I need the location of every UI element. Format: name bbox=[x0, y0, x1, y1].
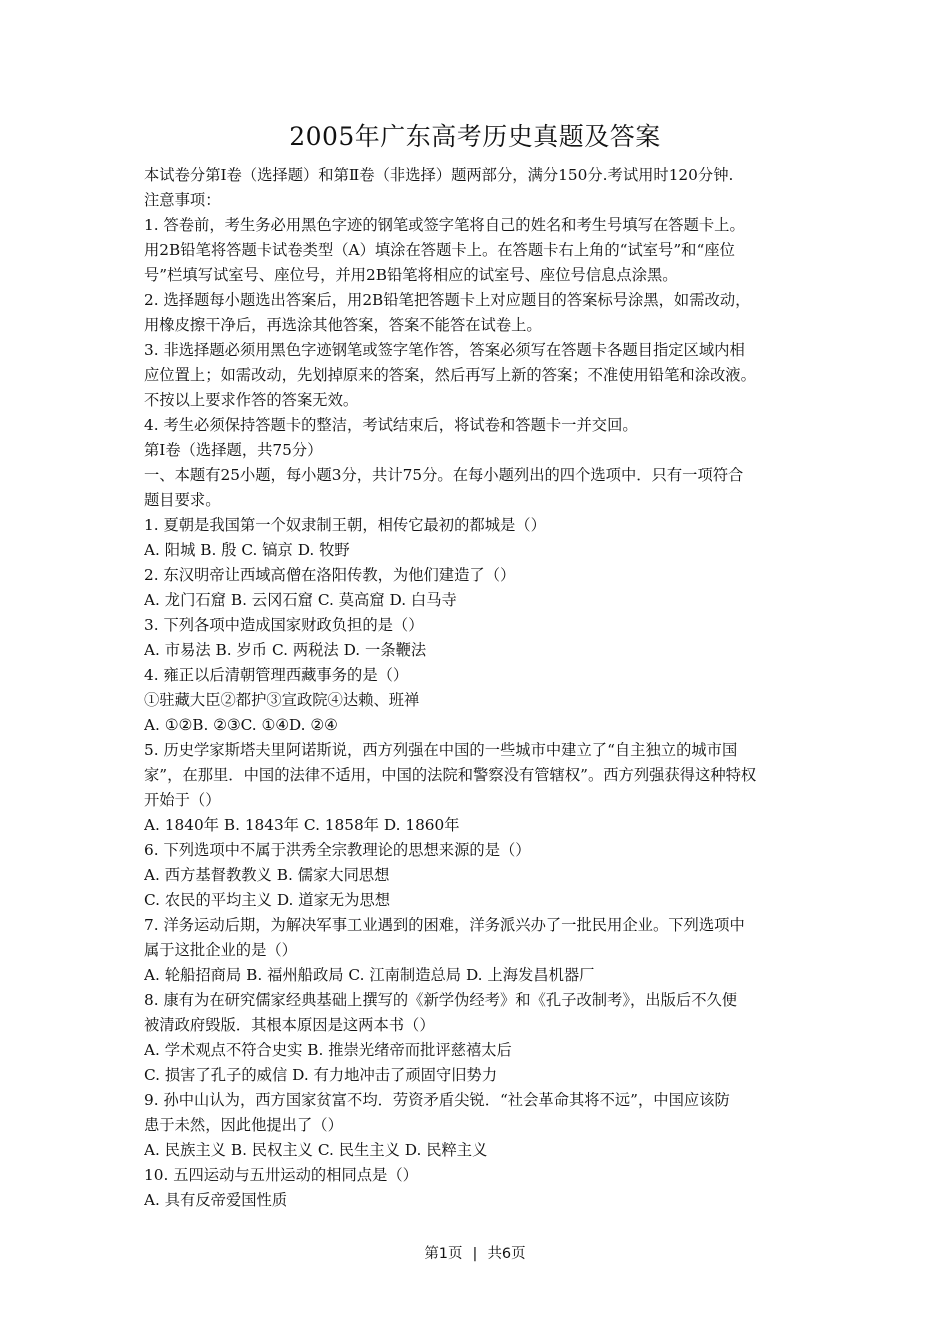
text-line: A. 市易法 B. 岁币 C. 两税法 D. 一条鞭法 bbox=[144, 641, 427, 659]
text-line: A. 轮船招商局 B. 福州船政局 C. 江南制造总局 D. 上海发昌机器厂 bbox=[144, 966, 595, 984]
text-line: 3. 下列各项中造成国家财政负担的是（） bbox=[144, 616, 424, 634]
text-line: 属于这批企业的是（） bbox=[144, 941, 297, 959]
text-line: A. 西方基督教教义 B. 儒家大同思想 bbox=[144, 866, 390, 884]
text-line: 6. 下列选项中不属于洪秀全宗教理论的思想来源的是（） bbox=[144, 841, 531, 859]
text-line: 第Ⅰ卷（选择题，共75分） bbox=[144, 441, 323, 459]
text-line: ①驻藏大臣②都护③宣政院④达赖、班禅 bbox=[144, 691, 420, 709]
text-line: 开始于（） bbox=[144, 791, 221, 809]
text-line: 5. 历史学家斯塔夫里阿诺斯说，西方列强在中国的一些城市中建立了“自主独立的城市国 bbox=[144, 741, 738, 759]
text-line: 7. 洋务运动后期，为解决军事工业遇到的困难，洋务派兴办了一批民用企业。下列选项中 bbox=[144, 916, 745, 934]
text-line: 被清政府毁版．其根本原因是这两本书（） bbox=[144, 1016, 435, 1034]
text-line: 10. 五四运动与五卅运动的相同点是（） bbox=[144, 1166, 418, 1184]
text-line: A. 龙门石窟 B. 云冈石窟 C. 莫高窟 D. 白马寺 bbox=[144, 591, 457, 609]
text-line: 一、本题有25小题，每小题3分，共计75分。在每小题列出的四个选项中．只有一项符合 bbox=[144, 466, 744, 484]
document-body bbox=[144, 163, 810, 1213]
text-line: 家”，在那里．中国的法律不适用，中国的法院和警察没有管辖权”。西方列强获得这种特权 bbox=[144, 766, 757, 784]
text-line: 3. 非选择题必须用黑色字迹钢笔或签字笔作答，答案必须写在答题卡各题目指定区域内相 bbox=[144, 341, 745, 359]
footer-separator: | bbox=[472, 1246, 478, 1262]
page-title: 2005年广东高考历史真题及答案 bbox=[289, 122, 661, 151]
text-line: 应位置上；如需改动，先划掉原来的答案，然后再写上新的答案；不准使用铅笔和涂改液。 bbox=[144, 366, 756, 384]
text-line: 本试卷分第Ⅰ卷（选择题）和第Ⅱ卷（非选择）题两部分，满分150分.考试用时120分钟. bbox=[144, 166, 734, 184]
text-line: A. 阳城 B. 殷 C. 镐京 D. 牧野 bbox=[144, 541, 350, 559]
text-line: 不按以上要求作答的答案无效。 bbox=[144, 391, 359, 409]
text-line: A. 学术观点不符合史实 B. 推崇光绪帝而批评慈禧太后 bbox=[144, 1041, 512, 1059]
text-line: 号”栏填写试室号、座位号，并用2B铅笔将相应的试室号、座位号信息点涂黑。 bbox=[144, 266, 678, 284]
page-number: 第1页 bbox=[424, 1246, 463, 1262]
text-line: 1. 夏朝是我国第一个奴隶制王朝，相传它最初的都城是（） bbox=[144, 516, 546, 534]
text-line: 用2B铅笔将答题卡试卷类型（A）填涂在答题卡上。在答题卡右上角的“试室号”和“座位 bbox=[144, 241, 735, 259]
text-line: 9. 孙中山认为，西方国家贫富不均．劳资矛盾尖锐．“社会革命其将不远”，中国应该防 bbox=[144, 1091, 730, 1109]
text-line: 2. 东汉明帝让西域高僧在洛阳传教，为他们建造了（） bbox=[144, 566, 516, 584]
text-line: C. 农民的平均主义 D. 道家无为思想 bbox=[144, 891, 391, 909]
text-line: 2. 选择题每小题选出答案后，用2B铅笔把答题卡上对应题目的答案标号涂黑，如需改动， bbox=[144, 291, 751, 309]
text-line: A. 民族主义 B. 民权主义 C. 民生主义 D. 民粹主义 bbox=[144, 1141, 488, 1159]
text-line: A. ①②B. ②③C. ①④D. ②④ bbox=[144, 716, 338, 734]
text-line: A. 1840年 B. 1843年 C. 1858年 D. 1860年 bbox=[144, 816, 460, 834]
text-line: 患于未然，因此他提出了（） bbox=[144, 1116, 343, 1134]
text-line: 4. 雍正以后清朝管理西藏事务的是（） bbox=[144, 666, 409, 684]
text-line: 题目要求。 bbox=[144, 491, 221, 509]
text-line: 8. 康有为在研究儒家经典基础上撰写的《新学伪经考》和《孔子改制考》，出版后不久便 bbox=[144, 991, 738, 1009]
text-line: 1. 答卷前，考生务必用黑色字迹的钢笔或签字笔将自己的姓名和考生号填写在答题卡上。 bbox=[144, 216, 745, 234]
text-line: 4. 考生必须保持答题卡的整洁，考试结束后，将试卷和答题卡一并交回。 bbox=[144, 416, 638, 434]
page-footer bbox=[0, 1244, 950, 1264]
text-line: 注意事项： bbox=[144, 191, 221, 209]
text-line: 用橡皮擦干净后，再选涂其他答案，答案不能答在试卷上。 bbox=[144, 316, 542, 334]
text-line: A. 具有反帝爱国性质 bbox=[144, 1191, 288, 1209]
text-line: C. 损害了孔子的威信 D. 有力地冲击了顽固守旧势力 bbox=[144, 1066, 498, 1084]
page-total: 共6页 bbox=[487, 1246, 526, 1262]
